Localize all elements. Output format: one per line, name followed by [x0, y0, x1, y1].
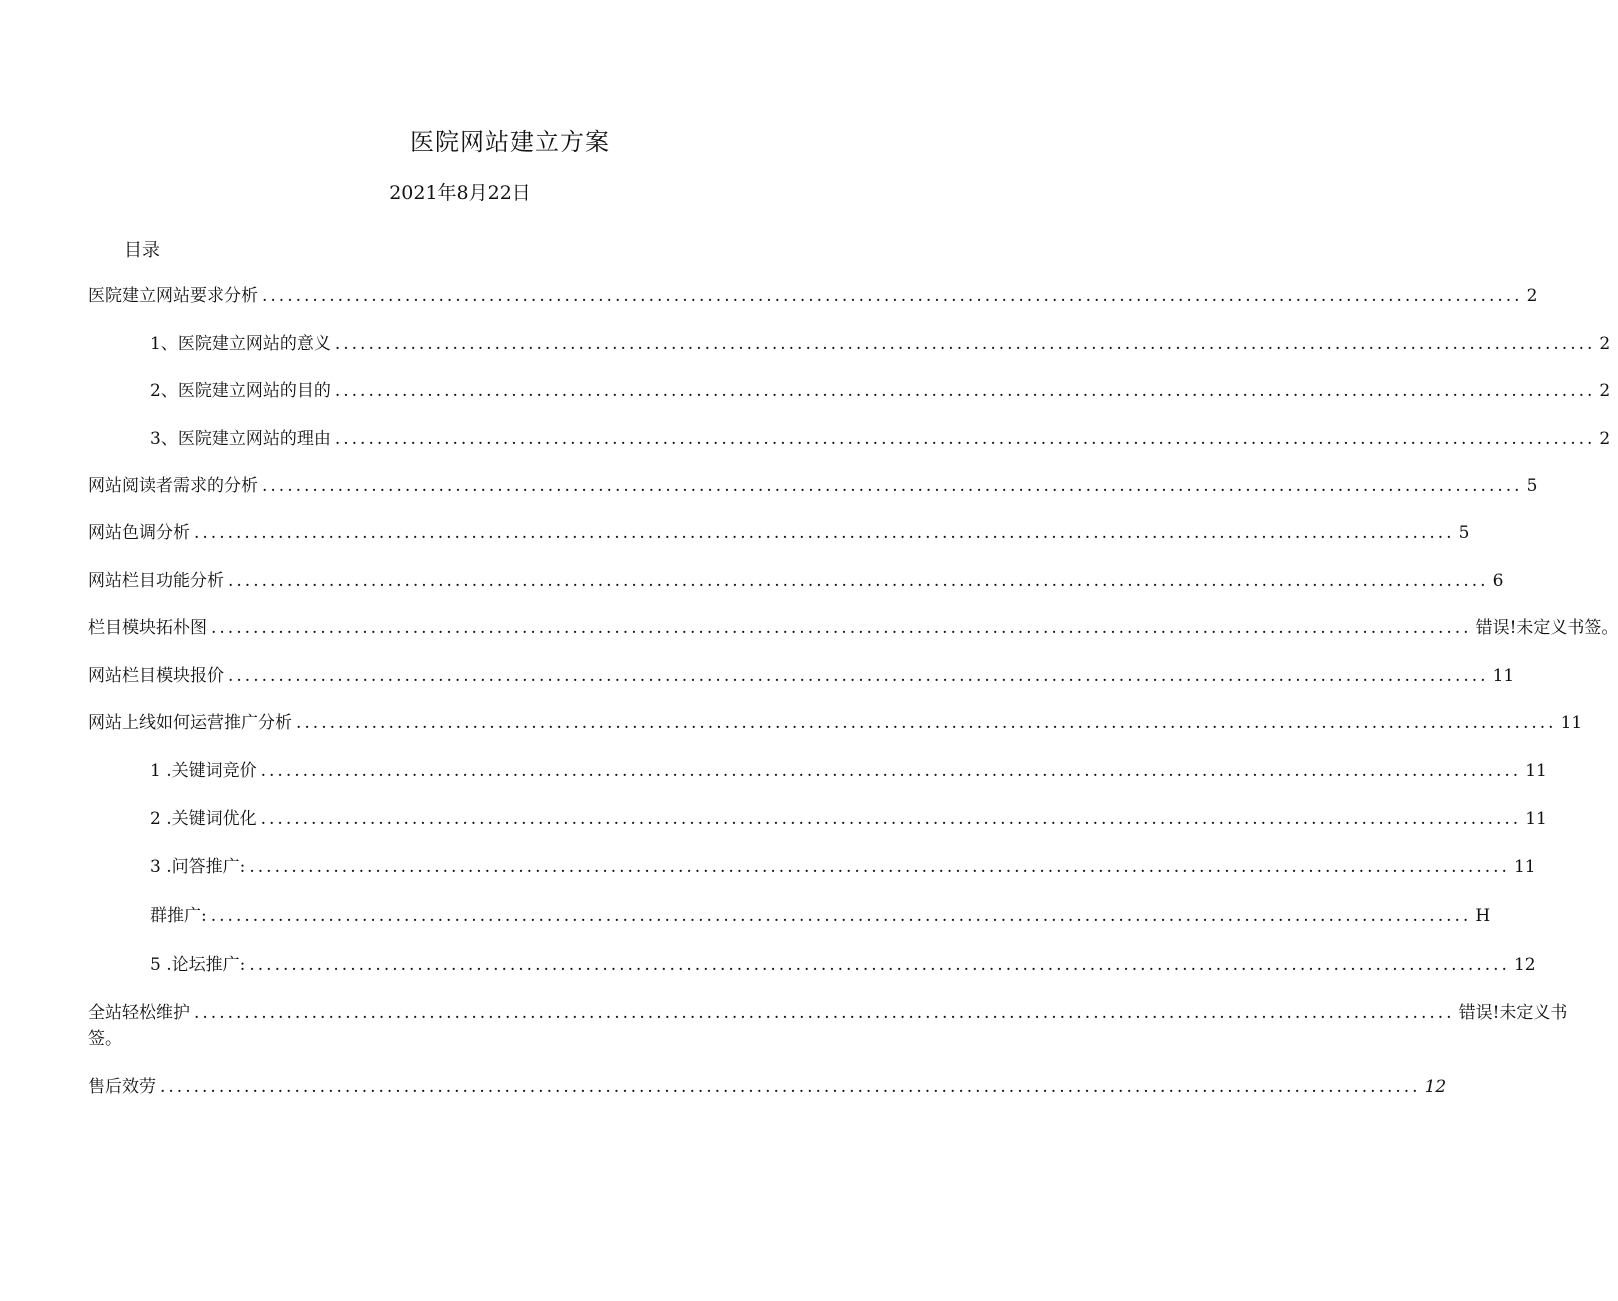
- toc-entry-label: 网站上线如何运营推广分析: [88, 713, 292, 733]
- dot-leader: ......................................................................................................................................................: [334, 381, 1596, 401]
- toc-entry-page: 错误!未定义书签。: [1475, 618, 1618, 638]
- toc-entry[interactable]: [88, 472, 1538, 500]
- toc-entry-label: 2 .关键词优化: [150, 809, 257, 829]
- dot-leader: ......................................................................................................................................................: [334, 334, 1596, 354]
- dot-leader: ......................................................................................................................................................: [262, 476, 1523, 496]
- toc-heading: 目录: [124, 240, 160, 261]
- dot-leader: ......................................................................................................................................................: [260, 809, 1522, 829]
- toc-entry-page: 11: [1525, 761, 1547, 781]
- toc-entry-label: 2、医院建立网站的目的: [150, 381, 331, 401]
- toc-entry-page: 6: [1492, 571, 1504, 591]
- toc-entry-label: 3 .问答推广:: [150, 857, 246, 877]
- toc-entry-label: 医院建立网站要求分析: [88, 286, 258, 306]
- dot-leader: ......................................................................................................................................................: [249, 857, 1510, 877]
- document-date: 2021年8月22日: [389, 182, 531, 204]
- dot-leader: ......................................................................................................................................................: [228, 666, 1489, 686]
- toc-entry[interactable]: [150, 757, 1547, 785]
- dot-leader: ......................................................................................................................................................: [160, 1077, 1421, 1097]
- dot-leader: ......................................................................................................................................................: [249, 955, 1510, 975]
- toc-entry-label: 栏目模块拓朴图: [88, 618, 207, 638]
- dot-leader: ......................................................................................................................................................: [262, 286, 1523, 306]
- toc-entry-label: 群推广:: [150, 906, 207, 926]
- toc-entry-label: 网站栏目功能分析: [88, 571, 224, 591]
- toc-entry-label: 网站阅读者需求的分析: [88, 476, 258, 496]
- toc-entry-page: 11: [1513, 857, 1536, 877]
- dot-leader: ......................................................................................................................................................: [260, 761, 1522, 781]
- toc-entry[interactable]: [150, 853, 1536, 881]
- toc-entry-page: 5: [1526, 476, 1538, 496]
- toc-entry-page: 2: [1599, 381, 1611, 401]
- dot-leader: ......................................................................................................................................................: [228, 571, 1489, 591]
- toc-entry-page: 错误!未定义书: [1458, 1003, 1568, 1023]
- toc-entry-page: 12: [1424, 1077, 1447, 1097]
- toc-entry[interactable]: [88, 709, 1583, 737]
- toc-entry[interactable]: [88, 662, 1515, 690]
- toc-entry[interactable]: [150, 330, 1611, 358]
- toc-entry[interactable]: [150, 951, 1536, 979]
- toc-entry-page: 11: [1525, 809, 1547, 829]
- toc-entry[interactable]: [150, 805, 1547, 833]
- dot-leader: ......................................................................................................................................................: [296, 713, 1557, 733]
- toc-entry[interactable]: [88, 1000, 1568, 1052]
- toc-entry-page-continuation: 签。: [88, 1029, 122, 1049]
- toc-entry-label: 5 .论坛推广:: [150, 955, 246, 975]
- toc-entry[interactable]: [150, 902, 1491, 930]
- toc-entry-page: 5: [1458, 523, 1470, 543]
- dot-leader: ......................................................................................................................................................: [334, 429, 1596, 449]
- dot-leader: ......................................................................................................................................................: [211, 618, 1472, 638]
- dot-leader: ......................................................................................................................................................: [194, 1003, 1455, 1023]
- toc-entry-page: 2: [1526, 286, 1538, 306]
- toc-entry[interactable]: [88, 519, 1470, 547]
- toc-entry-page: 2: [1599, 334, 1611, 354]
- dot-leader: ......................................................................................................................................................: [194, 523, 1455, 543]
- toc-entry-label: 网站栏目模块报价: [88, 666, 224, 686]
- toc-entry-label: 全站轻松维护: [88, 1003, 190, 1023]
- toc-entry[interactable]: [88, 567, 1504, 595]
- toc-entry[interactable]: [150, 377, 1611, 405]
- toc-entry-page: H: [1475, 906, 1491, 926]
- toc-entry-page: 12: [1513, 955, 1536, 975]
- toc-entry[interactable]: [88, 614, 1618, 642]
- toc-entry-label: 1、医院建立网站的意义: [150, 334, 331, 354]
- document-title: 医院网站建立方案: [410, 128, 610, 156]
- toc-entry-label: 网站色调分析: [88, 523, 190, 543]
- toc-entry-page: 11: [1492, 666, 1515, 686]
- toc-entry-label: 1 .关键词竞价: [150, 761, 257, 781]
- dot-leader: ......................................................................................................................................................: [210, 906, 1472, 926]
- toc-entry[interactable]: [150, 425, 1611, 453]
- toc-entry[interactable]: [88, 282, 1538, 310]
- toc-entry[interactable]: [88, 1073, 1447, 1101]
- toc-entry-page: 2: [1599, 429, 1611, 449]
- toc-entry-label: 售后效劳: [88, 1077, 156, 1097]
- toc-entry-label: 3、医院建立网站的理由: [150, 429, 331, 449]
- toc-entry-page: 11: [1560, 713, 1583, 733]
